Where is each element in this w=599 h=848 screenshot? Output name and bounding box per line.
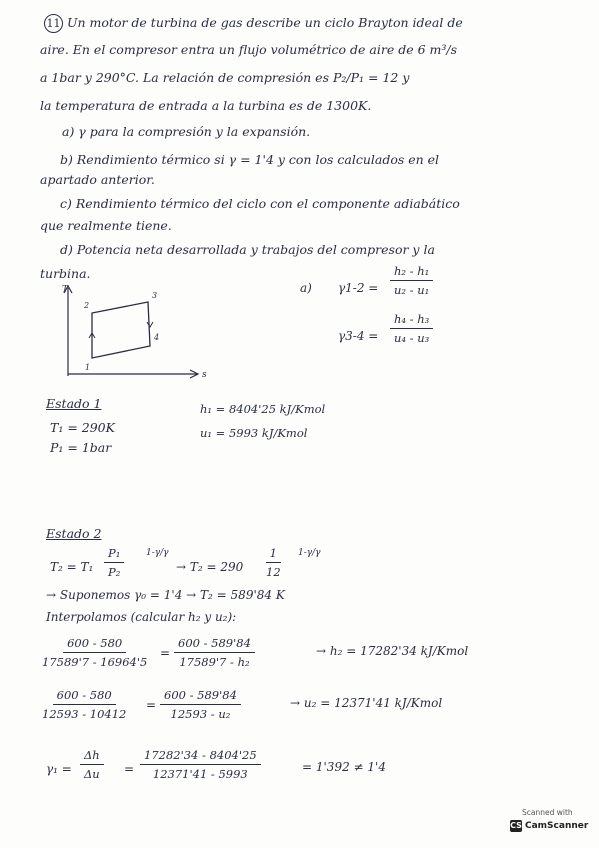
ts-diagram — [40, 280, 250, 380]
h2-equals: = — [160, 646, 171, 660]
u2-result: → u₂ = 12371'41 kJ/Kmol — [290, 696, 443, 710]
statement-line-3: a 1bar y 290°C. La relación de compresión es P₂/P₁ = 12 y — [40, 70, 410, 85]
item-b: b) Rendimiento térmico si γ = 1'4 y con los calculados en el — [60, 152, 440, 167]
problem-number: 11 — [44, 14, 63, 33]
estado1-h1: h₁ = 8404'25 kJ/Kmol — [200, 402, 326, 416]
h2-result: → h₂ = 17282'34 kJ/Kmol — [316, 644, 469, 658]
u2-equals: = — [146, 698, 157, 712]
gamma-fraction-1: $\frac{\Delta h}{\Delta u}$ — [80, 748, 104, 781]
statement-line-1: 11 Un motor de turbina de gas describe un ciclo Brayton ideal de — [44, 14, 463, 33]
item-d-cont: turbina. — [40, 266, 91, 281]
suponemos-line: → Suponemos γ₀ = 1'4 → T₂ = 589'84 K — [46, 588, 285, 602]
watermark-brand: CS CamScanner — [510, 821, 589, 831]
estado1-t1: T₁ = 290K — [50, 420, 115, 435]
gamma-equals: = — [124, 762, 135, 776]
u2-fraction-1: $\frac{600 - 580}{12593 - 10412}$ — [42, 688, 127, 721]
t2-ratio-fraction: $\frac{\text{P₁}}{\text{P₂}}$ — [104, 546, 124, 579]
item-a: a) γ para la compresión y la expansión. — [62, 124, 311, 139]
axis-x-label: s — [202, 370, 207, 380]
item-b-cont: apartado anterior. — [40, 172, 155, 187]
point-1-label: 1 — [85, 363, 91, 372]
h2-fraction-1: $\frac{600 - 580}{17589'7 - 16964'5}$ — [42, 636, 148, 669]
statement-line-4: la temperatura de entrada a la turbina es de 1300K. — [40, 98, 372, 113]
gamma-result: = 1'392 ≠ 1'4 — [302, 760, 386, 774]
camscanner-logo-icon: CS — [510, 821, 522, 830]
gamma-lhs: γ₁ = — [46, 762, 72, 776]
h2-fraction-2: $\frac{600 - 589'84}{\text{17589'7 - h₂}}$ — [174, 636, 255, 669]
t2-exponent: 1-γ/γ — [146, 548, 169, 558]
axis-y-label: T — [62, 285, 69, 295]
gamma34-fraction: $\frac{\text{h₄ - h₃}}{\text{u₄ - u₃}}$ — [390, 312, 433, 345]
t2-lhs: T₂ = T₁ — [50, 560, 94, 574]
cycle-path — [92, 302, 150, 358]
item-d: d) Potencia neta desarrollada y trabajos del compresor y la — [60, 242, 435, 257]
t2-mid: → T₂ = 290 — [176, 560, 244, 574]
gamma34-lhs: γ3-4 = — [338, 329, 379, 343]
t2-exponent-2: 1-γ/γ — [298, 548, 321, 558]
watermark-small-text: Scanned with — [522, 808, 573, 817]
point-4-label: 4 — [154, 333, 160, 342]
estado2-title: Estado 2 — [46, 526, 102, 541]
item-c-cont: que realmente tiene. — [40, 218, 172, 233]
item-c: c) Rendimiento térmico del ciclo con el componente adiabático — [60, 196, 460, 211]
cycle-arrow-down-icon — [147, 322, 153, 327]
u2-fraction-2: $\frac{600 - 589'84}{\text{12593 - u₂}}$ — [160, 688, 241, 721]
camscanner-watermark — [510, 808, 588, 838]
interp-title: Interpolamos (calcular h₂ y u₂): — [46, 610, 237, 624]
point-3-label: 3 — [152, 291, 158, 300]
point-2-label: 2 — [84, 301, 90, 310]
gamma12-lhs: γ1-2 = — [338, 281, 379, 295]
estado1-u1: u₁ = 5993 kJ/Kmol — [200, 426, 308, 440]
statement-line-2: aire. En el compresor entra un flujo volumétrico de aire de 6 m³/s — [40, 42, 457, 57]
part-a-label: a) — [300, 281, 312, 295]
t2-ratio2-fraction: $\frac{1}{12}$ — [266, 546, 281, 579]
estado1-title: Estado 1 — [46, 396, 102, 411]
gamma-fraction-2: $\frac{17282'34 - 8404'25}{12371'41 - 5993}$ — [140, 748, 261, 781]
gamma12-fraction: $\frac{\text{h₂ - h₁}}{\text{u₂ - u₁}}$ — [390, 264, 433, 297]
estado1-p1: P₁ = 1bar — [50, 440, 112, 455]
